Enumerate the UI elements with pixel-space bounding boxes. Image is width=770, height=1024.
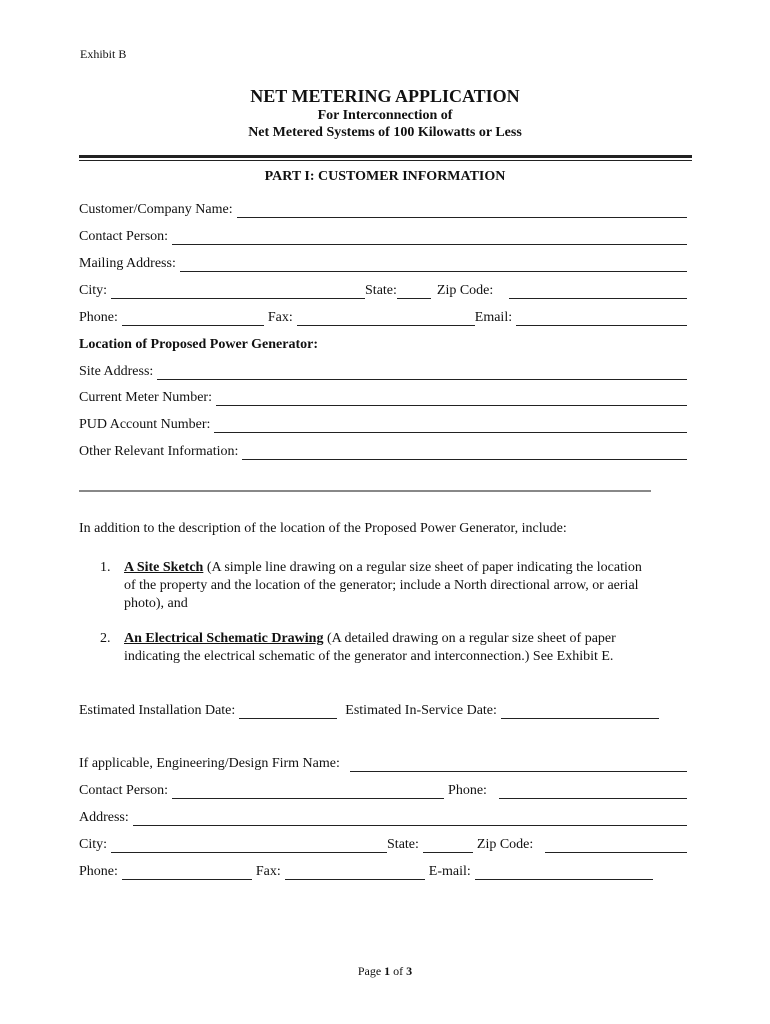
firm-address-label: Address: <box>79 810 129 825</box>
firm-zip-label: Zip Code: <box>476 837 534 852</box>
item-text-line-3: photo), and <box>124 596 188 611</box>
firm-phone-label: Phone: <box>448 783 487 798</box>
item-text-line-2: indicating the electrical schematic of the generator and interconnection.) See Exhibit E. <box>124 649 614 664</box>
item-body <box>124 559 689 613</box>
email-field[interactable] <box>516 311 687 326</box>
firm-phone-fax-email-row <box>79 862 687 880</box>
section-separator <box>79 490 651 492</box>
firm-email-field[interactable] <box>475 865 653 880</box>
mailing-address-label: Mailing Address: <box>79 256 176 271</box>
company-name-row <box>79 200 687 218</box>
site-address-field[interactable] <box>157 365 687 380</box>
footer-of-word: of <box>393 964 404 978</box>
in-service-date-field[interactable] <box>501 704 659 719</box>
include-intro: In addition to the description of the location of the Proposed Power Generator, include: <box>79 521 567 536</box>
firm-phone2-label: Phone: <box>79 864 118 879</box>
firm-contact-row <box>79 781 687 799</box>
header-rule-thin <box>79 160 692 161</box>
mailing-address-row <box>79 254 687 272</box>
location-heading-row <box>79 335 687 353</box>
page-footer <box>0 964 770 979</box>
zip-label: Zip Code: <box>436 283 494 298</box>
footer-page-word: Page <box>357 964 382 978</box>
in-service-date-label: Estimated In-Service Date: <box>345 703 497 718</box>
firm-city-label: City: <box>79 837 108 852</box>
page-title: NET METERING APPLICATION <box>250 86 520 106</box>
firm-address-field[interactable] <box>133 811 687 826</box>
firm-email-label: E-mail: <box>428 864 471 879</box>
item-text-line-1: (A detailed drawing on a regular size sheet of paper <box>323 631 616 646</box>
footer-page-total: 3 <box>406 964 413 978</box>
item-body <box>124 630 689 666</box>
firm-state-label: State: <box>387 837 419 852</box>
city-state-zip-row <box>79 281 687 299</box>
contact-person-label: Contact Person: <box>79 229 169 244</box>
item-heading: An Electrical Schematic Drawing <box>124 631 324 646</box>
company-name-label: Customer/Company Name: <box>79 202 233 217</box>
contact-person-field[interactable] <box>172 230 687 245</box>
city-field[interactable] <box>111 284 365 299</box>
item-number: 1. <box>100 560 111 575</box>
firm-contact-label: Contact Person: <box>79 783 169 798</box>
firm-name-label: If applicable, Engineering/Design Firm Name: <box>79 756 340 771</box>
meter-number-label: Current Meter Number: <box>79 390 212 405</box>
firm-fax-field[interactable] <box>285 865 425 880</box>
site-address-label: Site Address: <box>79 364 154 379</box>
other-info-field[interactable] <box>242 445 687 460</box>
firm-name-field[interactable] <box>350 757 687 772</box>
firm-fax-label: Fax: <box>255 864 281 879</box>
firm-contact-field[interactable] <box>172 784 444 799</box>
fax-label: Fax: <box>267 310 293 325</box>
footer-page-number: 1 <box>384 964 391 978</box>
firm-zip-field[interactable] <box>545 838 687 853</box>
contact-person-row <box>79 227 687 245</box>
location-heading: Location of Proposed Power Generator: <box>79 337 318 352</box>
item-text-line-2: of the property and the location of the generator; include a North directional arrow, or aerial <box>124 578 639 593</box>
phone-field[interactable] <box>122 311 264 326</box>
site-address-row <box>79 362 687 380</box>
subtitle-line-1: For Interconnection of <box>317 108 453 123</box>
firm-address-row <box>79 808 687 826</box>
dates-row <box>79 701 687 719</box>
item-text-line-1: (A simple line drawing on a regular size sheet of paper indicating the location <box>203 560 642 575</box>
item-heading: A Site Sketch <box>124 560 204 575</box>
exhibit-label: Exhibit B <box>80 47 127 61</box>
phone-fax-email-row <box>79 308 687 326</box>
firm-phone2-field[interactable] <box>122 865 252 880</box>
item-number: 2. <box>100 631 111 646</box>
install-date-field[interactable] <box>239 704 337 719</box>
firm-name-row <box>79 754 687 772</box>
email-label: Email: <box>474 310 513 325</box>
state-label: State: <box>365 283 397 298</box>
part1-heading: PART I: CUSTOMER INFORMATION <box>264 169 506 184</box>
meter-number-field[interactable] <box>216 391 687 406</box>
zip-field[interactable] <box>509 284 687 299</box>
header-rule-thick <box>79 155 692 158</box>
pud-account-row <box>79 415 687 433</box>
firm-state-field[interactable] <box>423 838 473 853</box>
firm-phone-field[interactable] <box>499 784 687 799</box>
other-info-row <box>79 442 687 460</box>
firm-city-state-zip-row <box>79 835 687 853</box>
install-date-label: Estimated Installation Date: <box>79 703 236 718</box>
city-label: City: <box>79 283 108 298</box>
firm-city-field[interactable] <box>111 838 387 853</box>
pud-account-label: PUD Account Number: <box>79 417 211 432</box>
meter-number-row <box>79 388 687 406</box>
phone-label: Phone: <box>79 310 118 325</box>
other-info-label: Other Relevant Information: <box>79 444 239 459</box>
mailing-address-field[interactable] <box>180 257 687 272</box>
state-field[interactable] <box>397 284 431 299</box>
pud-account-field[interactable] <box>214 418 687 433</box>
company-name-field[interactable] <box>237 203 687 218</box>
fax-field[interactable] <box>297 311 475 326</box>
subtitle-line-2: Net Metered Systems of 100 Kilowatts or Less <box>248 125 522 140</box>
